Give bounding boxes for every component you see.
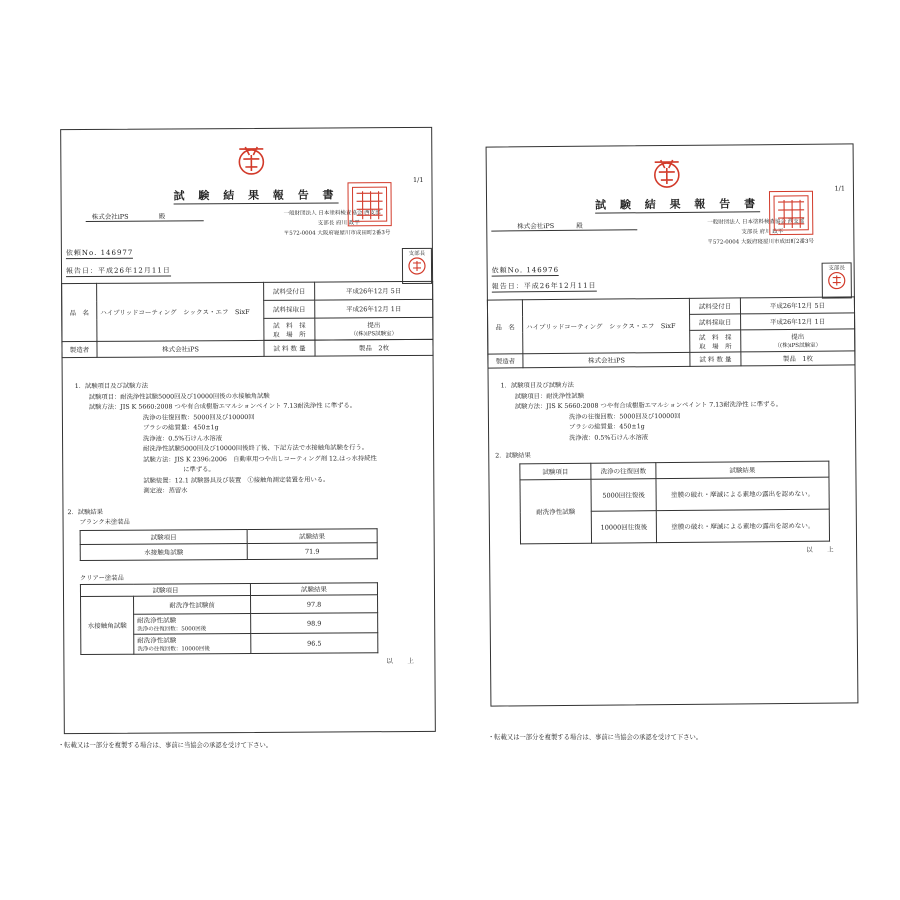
qty-value: 製品 1枚 xyxy=(741,351,855,366)
issuer-line3: 〒572-0004 大阪府寝屋川市成田町2番3号 xyxy=(283,230,391,237)
place-label-line2: 取 場 所 xyxy=(699,341,732,351)
method-line: 洗浄の往復回数：5000回及び10000回 xyxy=(568,412,681,421)
method-line: に準ずる。 xyxy=(183,466,215,474)
place-value-line1: 提出 xyxy=(367,321,381,330)
end-mark: 以 上 xyxy=(806,545,838,554)
receipt-label: 試料受付日 xyxy=(264,282,315,300)
sampled-value: 平成26年12月 1日 xyxy=(315,299,433,318)
signature-stamp-icon xyxy=(828,271,846,289)
wash-results-table xyxy=(519,461,830,545)
report-date: 報告日：平成26年12月11日 xyxy=(491,281,597,291)
end-mark: 以 上 xyxy=(386,656,418,666)
clear-row-item-sub: 洗浄の往復回数：5000回後 xyxy=(137,626,207,633)
clear-row-item xyxy=(134,613,251,634)
report-date: 報告日：平成26年12月11日 xyxy=(65,266,171,276)
sampled-label: 試料採取日 xyxy=(264,300,315,318)
addressee xyxy=(491,220,637,231)
method-line: 試験方法：JIS K 2396:2006 自動車用つや出しコーティング剤 12.はっ水持続性 xyxy=(143,454,377,464)
group-label: 耐洗浄性試験 xyxy=(520,479,592,544)
method-line: 測定液：蒸留水 xyxy=(143,487,188,495)
page-number: 1/1 xyxy=(834,184,845,193)
request-number: 依頼No. 146976 xyxy=(491,265,560,275)
page-number: 1/1 xyxy=(412,175,424,184)
request-number: 依頼No. 146977 xyxy=(65,248,134,258)
official-seal xyxy=(347,182,391,226)
seal-pattern-icon xyxy=(770,192,812,234)
result-value: 塗膜の破れ・摩滅による素地の露出を認めない。 xyxy=(656,509,829,543)
blank-row-item: 水接触角試験 xyxy=(80,544,247,561)
sample-info-table xyxy=(61,281,433,358)
blank-results-table xyxy=(80,528,378,561)
honorific: 殿 xyxy=(576,221,583,230)
clear-row-item xyxy=(134,633,251,654)
methods-heading: 1．試験項目及び試験方法 xyxy=(500,381,574,390)
issuer-line2: 支部長 府川 政平 xyxy=(741,229,784,236)
results-heading: 2．試験結果 xyxy=(495,452,531,460)
method-line: 試験方法：JIS K 5660:2008 つや有合成樹脂エマルションペイント 7.13耐洗浄性 に準ずる。 xyxy=(514,401,783,411)
clear-results-table xyxy=(80,582,378,655)
addressee-name: 株式会社iPS xyxy=(517,222,555,231)
issuer-line1: 一般財団法人 日本塗料検査協会 西支部 xyxy=(707,218,805,226)
report-title: 試 験 結 果 報 告 書 xyxy=(173,188,339,203)
sample-info-table xyxy=(487,296,856,368)
col-item-header: 試験項目 xyxy=(520,463,591,480)
clear-row-value: 96.5 xyxy=(251,633,378,654)
report-title: 試 験 結 果 報 告 書 xyxy=(595,197,761,212)
qty-value: 製品 2枚 xyxy=(315,339,433,356)
footer-note-right: ・転載又は一部分を複製する場合は、事前に当協会の承認を受けて下さい。 xyxy=(488,734,703,741)
place-label-line2: 取 場 所 xyxy=(273,330,306,339)
product-label: 品 名 xyxy=(487,300,522,354)
place-value xyxy=(315,317,433,340)
stamp-box xyxy=(402,248,432,284)
addressee xyxy=(86,211,204,222)
sampled-value: 平成26年12月 1日 xyxy=(741,313,855,330)
maker-value: 株式会社iPS xyxy=(523,352,690,367)
signature-stamp-icon xyxy=(408,257,426,275)
maker-label: 製造者 xyxy=(62,341,97,357)
addressee-name: 株式会社iPS xyxy=(91,212,129,221)
seal-pattern-icon xyxy=(348,183,390,225)
honorific: 殿 xyxy=(158,212,166,221)
blank-row-value: 71.9 xyxy=(247,543,377,560)
maker-label: 製造者 xyxy=(488,354,523,368)
blank-heading: ブランク未塗装品 xyxy=(79,518,130,527)
official-seal xyxy=(769,191,813,235)
method-line: 洗浄液：0.5%石けん水溶液 xyxy=(143,434,223,443)
col-item-header: 試験項目 xyxy=(80,583,250,596)
product-name: ハイブリッドコーティング シックス・エフ SixF xyxy=(522,298,689,353)
methods-section xyxy=(75,380,377,497)
place-label xyxy=(264,318,315,340)
issuer-line2: 支部長 府川 政平 xyxy=(317,220,360,227)
count-value: 10000回往復後 xyxy=(591,511,656,544)
col-result-header: 試験結果 xyxy=(656,461,829,479)
place-value xyxy=(741,329,855,352)
report-left xyxy=(60,127,436,734)
receipt-value: 平成26年12月 5日 xyxy=(315,281,433,300)
col-result-header: 試験結果 xyxy=(247,529,377,544)
methods-section xyxy=(501,379,783,444)
sampled-label: 試料採取日 xyxy=(690,314,741,330)
clear-row-item-title: 耐洗浄性試験 xyxy=(137,636,177,645)
col-result-header: 試験結果 xyxy=(250,583,377,596)
method-line: 洗浄液：0.5%石けん水溶液 xyxy=(569,433,649,442)
method-line: 試験装置：12.1 試験器具及び装置 ①接触角測定装置を用いる。 xyxy=(143,476,330,485)
clear-row-item-title: 耐洗浄性試験 xyxy=(137,616,177,625)
method-line: 耐洗浄性試験5000回及び10000回後終了後、下記方法で水接触角試験を行う。 xyxy=(143,444,369,453)
method-line: ブラシの総質量：450±1g xyxy=(142,424,219,432)
stamp-label: 支部長 xyxy=(408,250,426,258)
clear-row-item-sub: 洗浄の往復回数：10000回後 xyxy=(137,646,210,653)
method-line: ブラシの総質量：450±1g xyxy=(568,423,645,431)
place-value-line1: 提出 xyxy=(791,332,805,341)
method-line: 試験方法：JIS K 5660:2008 つや有合成樹脂エマルションペイント 7.13耐洗浄性 に準ずる。 xyxy=(88,402,357,411)
footer-note-left: ・転載又は一部分を複製する場合は、事前に当協会の承認を受けて下さい。 xyxy=(58,742,273,749)
col-item-header: 試験項目 xyxy=(80,530,247,545)
seal-logo-icon xyxy=(647,156,687,190)
product-label: 品 名 xyxy=(62,283,97,341)
stamp-box xyxy=(822,262,852,298)
result-value: 塗膜の破れ・摩滅による素地の露出を認めない。 xyxy=(656,477,829,511)
results-heading: 2．試験結果 xyxy=(67,508,104,517)
place-label-line1: 試 料 採 xyxy=(698,332,732,342)
clear-row-value: 98.9 xyxy=(251,613,378,634)
clear-heading: クリアー塗装品 xyxy=(79,574,124,583)
place-value-line2: （(株)iPS試験室） xyxy=(350,331,398,338)
qty-label: 試 料 数 量 xyxy=(690,352,741,366)
clear-row-value: 97.8 xyxy=(251,595,378,614)
stamp-label: 支部長 xyxy=(828,265,845,272)
product-name: ハイブリッドコーティング シックス・エフ SixF xyxy=(97,282,264,341)
issuer-line1: 一般財団法人 日本塗料検査協会 西支部 xyxy=(283,210,381,217)
count-value: 5000回往復後 xyxy=(591,479,656,512)
seal-logo-icon xyxy=(231,143,271,177)
qty-label: 試 料 数 量 xyxy=(264,340,315,356)
method-line: 試験項目：耐洗浄性試験5000回及び10000回後の水接触角試験 xyxy=(88,392,270,401)
receipt-label: 試料受付日 xyxy=(689,298,740,314)
clear-group: 水接触角試験 xyxy=(81,596,134,654)
receipt-value: 平成26年12月 5日 xyxy=(740,297,854,314)
place-label-line1: 試 料 採 xyxy=(273,321,306,330)
place-label xyxy=(690,330,741,352)
method-line: 試験項目：耐洗浄性試験 xyxy=(514,392,585,400)
methods-heading: 1．試験項目及び試験方法 xyxy=(74,382,149,391)
issuer-line3: 〒572-0004 大阪府寝屋川市成田町2番3号 xyxy=(707,238,815,246)
clear-row-item: 耐洗浄性試験前 xyxy=(134,595,251,614)
place-value-line2: （(株)iPS試験室） xyxy=(774,342,822,350)
report-right xyxy=(486,143,859,706)
col-count-header: 洗浄の往復回数 xyxy=(591,463,656,480)
method-line: 洗浄の往復回数：5000回及び10000回 xyxy=(142,413,255,422)
maker-value: 株式会社iPS xyxy=(97,340,264,357)
